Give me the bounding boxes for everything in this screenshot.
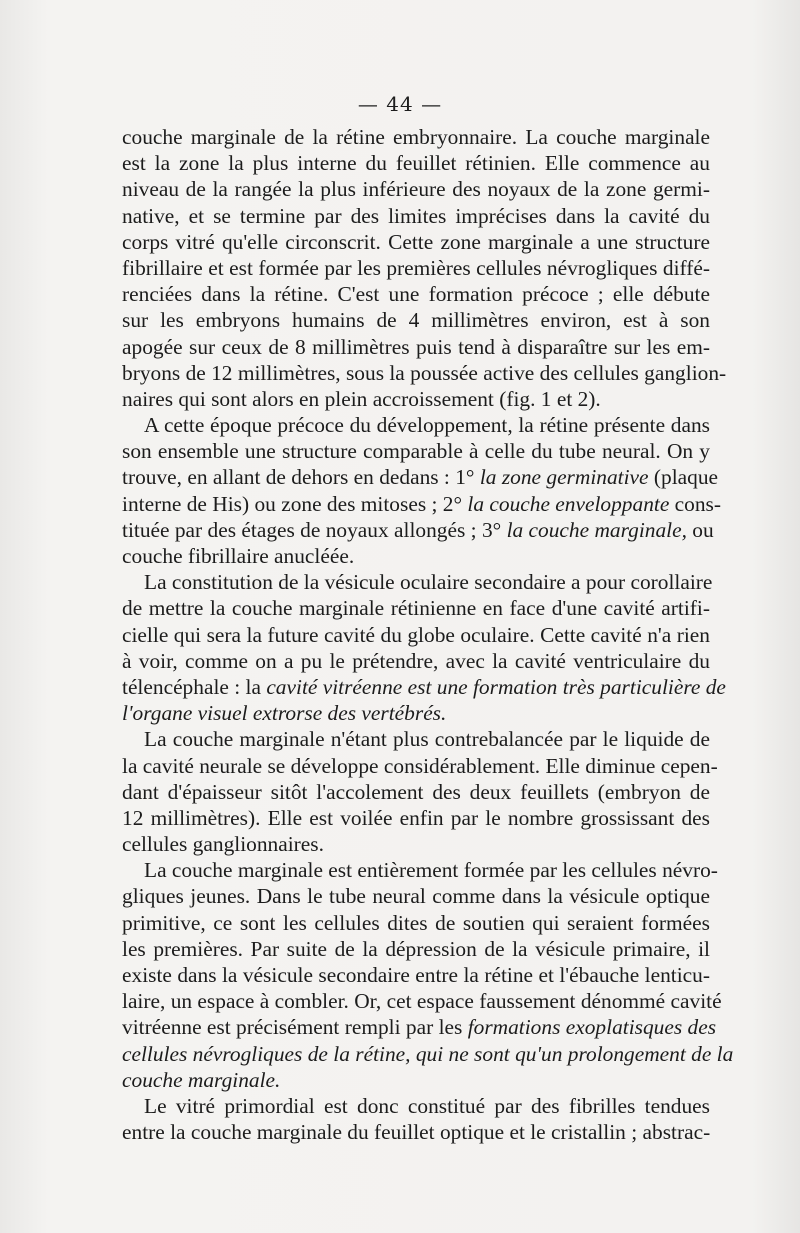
text-line: fibrillaire et est formée par les premières cellules névrogliques diffé- bbox=[122, 255, 710, 280]
text-line: tituée par des étages de noyaux allongés ; 3° la couche marginale, ou bbox=[122, 517, 714, 542]
text-line: est la zone la plus interne du feuillet rétinien. Elle commence au bbox=[122, 151, 710, 176]
text-line: cielle qui sera la future cavité du globe oculaire. Cette cavité n'a rien bbox=[122, 622, 710, 647]
text-line: vitréenne est précisément rempli par les formations exoplatisques des bbox=[122, 1015, 717, 1040]
text-line: à voir, comme on a pu le prétendre, avec la cavité ventriculaire du bbox=[122, 648, 710, 673]
text-line: La couche marginale n'étant plus contrebalancée par le liquide de bbox=[144, 727, 710, 752]
page-number: — 44 — bbox=[357, 92, 443, 116]
text-line: couche fibrillaire anucléée. bbox=[122, 544, 355, 568]
text-line: dant d'épaisseur sitôt l'accolement des deux feuillets (embryon de bbox=[122, 779, 710, 804]
text-line: primitive, ce sont les cellules dites de soutien qui seraient formées bbox=[122, 910, 710, 935]
text-line: bryons de 12 millimètres, sous la poussée active des cellules ganglion- bbox=[122, 360, 727, 385]
text-line: corps vitré qu'elle circonscrit. Cette zone marginale a une structure bbox=[122, 229, 710, 254]
text-line: cellules ganglionnaires. bbox=[122, 832, 324, 857]
text-line: apogée sur ceux de 8 millimètres puis tend à disparaître sur les em- bbox=[122, 334, 710, 359]
text-line: télencéphale : la cavité vitréenne est une formation très particulière de bbox=[122, 674, 726, 699]
text-line: gliques jeunes. Dans le tube neural comme dans la vésicule optique bbox=[122, 884, 710, 909]
text-line: couche marginale. bbox=[122, 1067, 281, 1092]
text-line: son ensemble une structure comparable à celle du tube neural. On y bbox=[122, 439, 710, 464]
text-line: interne de His) ou zone des mitoses ; 2° la couche enveloppante cons- bbox=[122, 491, 722, 516]
text-line: La constitution de la vésicule oculaire secondaire a pour corollaire bbox=[144, 570, 713, 595]
text-line: la cavité neurale se développe considérablement. Elle diminue cepen- bbox=[122, 753, 718, 778]
text-line: naires qui sont alors en plein accroissement (fig. 1 et 2). bbox=[122, 386, 601, 411]
text-line: Le vitré primordial est donc constitué par des fibrilles tendues bbox=[144, 1093, 710, 1118]
text-line: cellules névrogliques de la rétine, qui ne sont qu'un prolongement de la bbox=[122, 1041, 734, 1066]
text-line: existe dans la vésicule secondaire entre la rétine et l'ébauche lenticu- bbox=[122, 963, 710, 987]
text-line: 12 millimètres). Elle est voilée enfin par le nombre grossissant des bbox=[122, 805, 710, 830]
text-line: trouve, en allant de dehors en dedans : 1° la zone germinative (plaque bbox=[122, 465, 719, 490]
body-text bbox=[122, 124, 734, 1145]
text-line: laire, un espace à combler. Or, cet espace faussement dénommé cavité bbox=[122, 989, 722, 1014]
text-line: renciées dans la rétine. C'est une formation précoce ; elle débute bbox=[122, 282, 710, 307]
text-line: l'organe visuel extrorse des vertébrés. bbox=[122, 701, 447, 726]
text-line: de mettre la couche marginale rétinienne en face d'une cavité artifi- bbox=[122, 596, 710, 621]
text-line: les premières. Par suite de la dépression de la vésicule primaire, il bbox=[122, 936, 710, 961]
text-line: native, et se termine par des limites imprécises dans la cavité du bbox=[122, 203, 710, 228]
text-line: couche marginale de la rétine embryonnaire. La couche marginale bbox=[122, 125, 710, 149]
text-line: La couche marginale est entièrement formée par les cellules névro- bbox=[144, 858, 718, 883]
text-line: entre la couche marginale du feuillet optique et le cristallin ; abstrac- bbox=[122, 1120, 711, 1145]
text-line: A cette époque précoce du développement, la rétine présente dans bbox=[144, 413, 710, 438]
text-line: sur les embryons humains de 4 millimètres environ, est à son bbox=[122, 308, 710, 333]
text-line: niveau de la rangée la plus inférieure des noyaux de la zone germi- bbox=[122, 177, 710, 202]
